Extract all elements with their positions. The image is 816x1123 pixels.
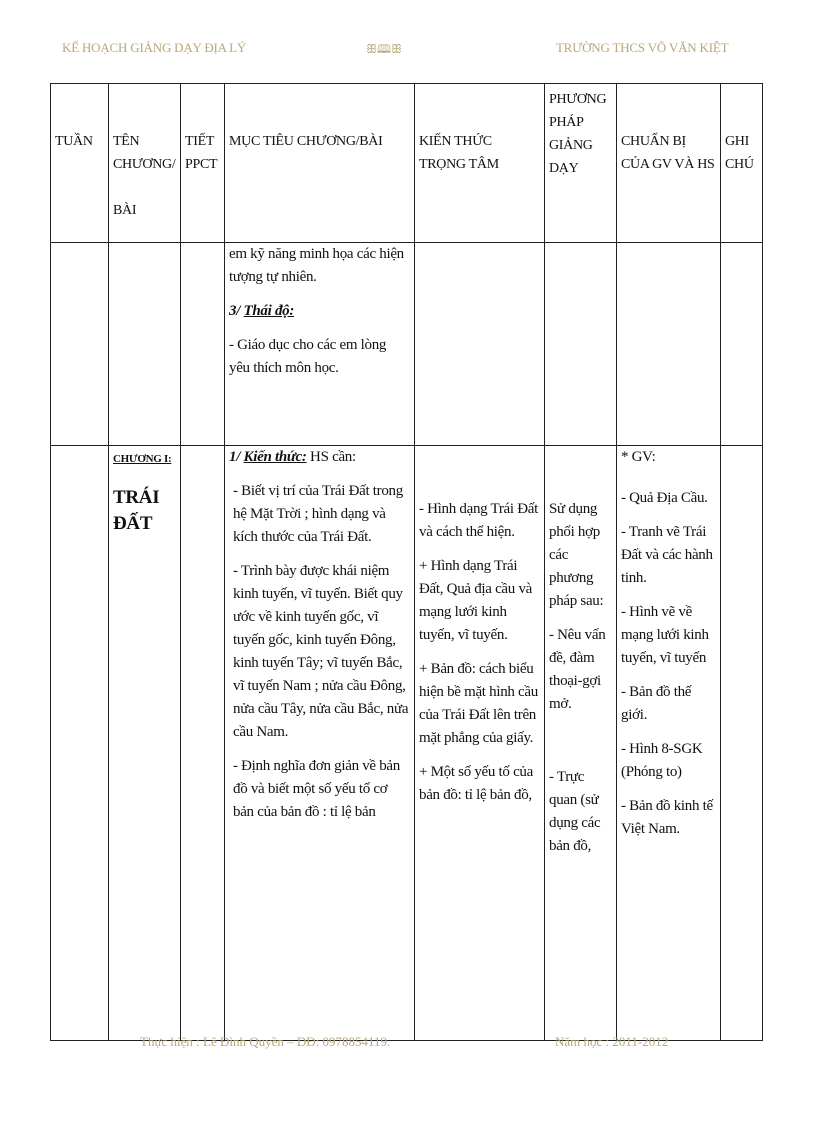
kien-thuc-heading: 1/ Kiến thức: HS cần:: [229, 449, 356, 465]
header-cell-chuan-bi: CHUẨN BỊ CỦA GV VÀ HS: [617, 84, 721, 243]
header-right-school: TRƯỜNG THCS VÕ VĂN KIỆT: [556, 40, 729, 55]
muc-tieu-item: - Định nghĩa đơn giản về bản đồ và biết một số yếu tố cơ bản của bản đồ : tỉ lệ bản: [233, 758, 400, 820]
chuan-bi-item: - Hình vẽ về mạng lưới kinh tuyến, vĩ tuyến: [621, 604, 709, 666]
cell-muc-tieu: [225, 446, 415, 1041]
header-cell-ten-chuong: TÊN CHƯƠNG/ BÀI: [109, 84, 181, 243]
chuan-bi-item: - Bản đồ kinh tế Việt Nam.: [621, 798, 713, 837]
cell-ten-chuong: [109, 446, 181, 1041]
lesson-plan-table: [50, 83, 763, 1041]
kien-thuc-item: - Hình dạng Trái Đất và cách thể hiện.: [419, 501, 538, 540]
table-header-row: [51, 84, 763, 243]
header-cell-kien-thuc: KIẾN THỨC TRỌNG TÂM: [415, 84, 545, 243]
cell-muc-tieu: [225, 243, 415, 446]
cell-phuong-phap: [545, 446, 617, 1041]
cell-tiet: [181, 243, 225, 446]
phuong-phap-item: - Nêu vấn đề, đàm thoại-gợi mở.: [549, 627, 606, 712]
kien-thuc-item: + Hình dạng Trái Đất, Quả địa cầu và mạng lưới kinh tuyến, vĩ tuyến.: [419, 558, 532, 643]
header-cell-tuan: TUẦN: [51, 84, 109, 243]
chapter-label: CHƯƠNG I:: [113, 453, 172, 465]
cell-chuan-bi: [617, 446, 721, 1041]
cell-chuan-bi: [617, 243, 721, 446]
muc-tieu-item: - Biết vị trí của Trái Đất trong hệ Mặt Trời ; hình dạng và kích thước của Trái Đất.: [233, 483, 403, 545]
phuong-phap-item: Sử dụng phối hợp các phương pháp sau:: [549, 501, 604, 609]
phuong-phap-item: - Trực quan (sử dụng các bản đồ,: [549, 769, 601, 854]
thai-do-heading: 3/ Thái độ:: [229, 303, 295, 319]
cell-phuong-phap: [545, 243, 617, 446]
header-cell-ghi-chu: GHI CHÚ: [721, 84, 763, 243]
table-row: [51, 243, 763, 446]
table-row: [51, 446, 763, 1041]
muc-tieu-item: - Trình bày được khái niệm kinh tuyến, vĩ tuyến. Biết quy ước về kinh tuyến gốc, vĩ tuyến gốc, kinh tuyến Đông, kinh tuyến Tây; vĩ tuyến Bắc, vĩ tuyến Nam ; nửa cầu Đông, nửa cầu Tây, nửa cầu Bắc, nửa cầu Nam.: [233, 563, 409, 740]
chuan-bi-item: - Tranh vẽ Trái Đất và các hành tinh.: [621, 524, 713, 586]
chuan-bi-item: - Hình 8-SGK (Phóng to): [621, 741, 703, 780]
muc-tieu-text: em kỹ năng minh họa các hiện tượng tự nhiên.: [229, 246, 404, 285]
kien-thuc-item: + Một số yếu tố của bản đồ: tỉ lệ bản đồ,: [419, 764, 533, 803]
header-ornament: ꕥ🕮ꕥ: [366, 42, 402, 56]
header-cell-phuong-phap: PHƯƠNG PHÁP GIẢNG DẠY: [545, 84, 617, 243]
chuan-bi-item: * GV:: [621, 449, 656, 465]
footer-school-year: Năm học : 2011-2012: [555, 1034, 669, 1049]
cell-ghi-chu: [721, 446, 763, 1041]
muc-tieu-text: - Giáo dục cho các em lòng yêu thích môn học.: [229, 337, 387, 376]
cell-kien-thuc: [415, 446, 545, 1041]
chapter-title: TRÁI ĐẤT: [113, 487, 160, 534]
cell-kien-thuc: [415, 243, 545, 446]
chuan-bi-item: - Quả Địa Cầu.: [621, 490, 708, 506]
header-left-title: KẾ HOẠCH GIẢNG DẠY ĐỊA LÝ: [62, 40, 247, 55]
cell-tuan: [51, 243, 109, 446]
header-cell-muc-tieu: MỤC TIÊU CHƯƠNG/BÀI: [225, 84, 415, 243]
header-cell-tiet: TIẾT PPCT: [181, 84, 225, 243]
cell-tiet: [181, 446, 225, 1041]
cell-tuan: [51, 446, 109, 1041]
cell-ten-chuong: [109, 243, 181, 446]
cell-ghi-chu: [721, 243, 763, 446]
chuan-bi-item: - Bản đồ thế giới.: [621, 684, 692, 723]
kien-thuc-item: + Bản đồ: cách biểu hiện bề mặt hình cầu của Trái Đất lên trên mặt phẳng của giấy.: [419, 661, 538, 746]
footer-author: Thực hiện : Lê Đình Quyền – DĐ: 0978854119.: [140, 1034, 391, 1049]
